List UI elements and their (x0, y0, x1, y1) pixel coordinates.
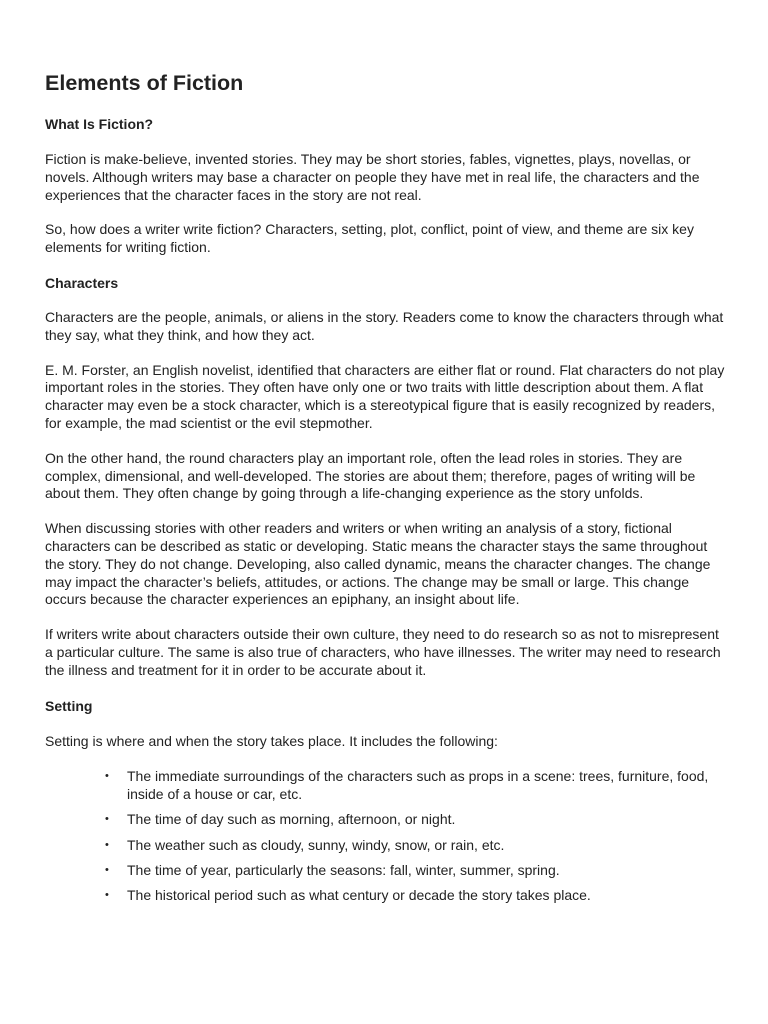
list-item-text: The time of day such as morning, afternoon, or night. (127, 811, 456, 828)
list-item (105, 836, 725, 855)
list-item-text: The immediate surroundings of the characters such as props in a scene: trees, furniture, food, inside of a house or car, etc. (127, 768, 709, 803)
page-title: Elements of Fiction (45, 71, 244, 95)
bullet-icon: • (105, 889, 109, 902)
bullet-icon: • (105, 838, 109, 851)
paragraph-six-elements: So, how does a writer write fiction? Characters, setting, plot, conflict, point of view, and theme are six key elements for writing fiction. (45, 221, 694, 256)
paragraph-setting-intro: Setting is where and when the story takes place. It includes the following: (45, 732, 498, 749)
bullet-icon: • (105, 813, 109, 826)
list-item (105, 768, 725, 804)
list-item-text: The weather such as cloudy, sunny, windy, snow, or rain, etc. (127, 836, 505, 853)
section-heading-characters: Characters (45, 274, 119, 291)
section-heading-setting: Setting (45, 697, 93, 714)
paragraph-flat-characters: E. M. Forster, an English novelist, identified that characters are either flat or round. Flat characters do not play important roles in the stories. They often have only one or two traits with little description about them. A flat character may even be a stock character, which is a stereotypical figure that is easily recognized by readers, for example, the mad scientist or the evil stepmother. (45, 361, 725, 431)
paragraph-fiction-definition: Fiction is make-believe, invented stories. They may be short stories, fables, vignettes, plays, novellas, or novels. Although writers may base a character on people they have met in real life, the characters and the experiences that the character faces in the story are not real. (45, 151, 700, 203)
list-item (105, 862, 725, 880)
list-item-text: The time of year, particularly the seasons: fall, winter, summer, spring. (127, 862, 560, 879)
paragraph-characters-intro: Characters are the people, animals, or aliens in the story. Readers come to know the characters through what they say, what they think, and how they act. (45, 308, 724, 343)
setting-list (45, 768, 725, 905)
paragraph-round-characters: On the other hand, the round characters play an important role, often the lead roles in stories. They are complex, dimensional, and well-developed. The stories are about them; therefore, pages of writing will be about them. They often change by going through a life-changing experience as the story unfolds. (45, 449, 696, 502)
list-item (105, 811, 725, 829)
list-item (105, 887, 725, 905)
bullet-icon: • (105, 770, 109, 783)
paragraph-culture-research: If writers write about characters outside their own culture, they need to do research so as not to misrepresent a particular culture. The same is also true of characters, who have illnesses. The writer may need to research the illness and treatment for it in order to be accurate about it. (45, 626, 721, 678)
paragraph-static-developing: When discussing stories with other readers and writers or when writing an analysis of a story, fictional characters can be described as static or developing. Static means the character stays the same throughout the story. They do not change. Developing, also called dynamic, means the character changes. The change may impact the character’s beliefs, attitudes, or actions. The change may be small or large. This change occurs because the character experiences an epiphany, an insight about life. (45, 520, 711, 608)
list-item-text: The historical period such as what century or decade the story takes place. (127, 887, 591, 904)
section-heading-what-is-fiction: What Is Fiction? (45, 116, 154, 132)
document-page (45, 68, 725, 913)
bullet-icon: • (105, 864, 109, 877)
